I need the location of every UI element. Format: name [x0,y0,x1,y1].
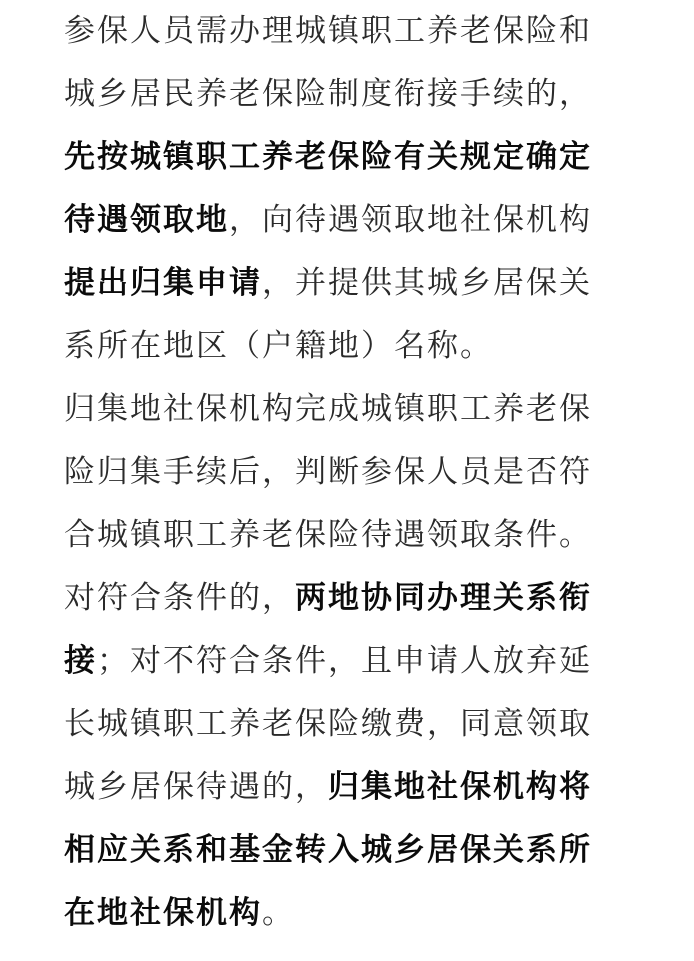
bold-text-segment: 在地社保机构 [64,895,262,931]
text-segment: 。 [262,895,295,931]
text-line [64,756,624,819]
text-segment: 城乡居民养老保险制度衔接手续的， [64,76,592,112]
bold-text-segment: 提出归集申请 [64,265,262,301]
text-line [64,63,624,126]
bold-text-segment: 接 [64,643,97,679]
text-segment: 参保人员需办理城镇职工养老保险和 [64,13,592,49]
text-line [64,504,624,567]
bold-text-segment: 归集地社保机构将 [328,769,592,805]
text-line [64,441,624,504]
text-segment: 城乡居保待遇的， [64,769,328,805]
text-segment: 对符合条件的， [64,580,295,616]
text-line [64,819,624,882]
bold-text-segment: 待遇领取地 [64,202,229,238]
bold-text-segment: 两地协同办理关系衔 [295,580,592,616]
text-segment: ，向待遇领取地社保机构 [229,202,592,238]
text-line [64,378,624,441]
article-body [64,0,624,945]
text-line [64,189,624,252]
text-segment: 归集地社保机构完成城镇职工养老保 [64,391,592,427]
text-line [64,693,624,756]
bold-text-segment: 先按城镇职工养老保险有关规定确定 [64,139,592,175]
text-line [64,126,624,189]
text-line [64,252,624,315]
text-line [64,0,624,63]
text-segment: 系所在地区（户籍地）名称。 [64,328,493,364]
text-line [64,315,624,378]
text-segment: 长城镇职工养老保险缴费，同意领取 [64,706,592,742]
text-line [64,630,624,693]
paragraph-application [64,0,624,378]
paragraph-outcome [64,567,624,945]
text-line [64,567,624,630]
text-segment: 险归集手续后，判断参保人员是否符 [64,454,592,490]
paragraph-review [64,378,624,567]
bold-text-segment: 相应关系和基金转入城乡居保关系所 [64,832,592,868]
text-segment: ；对不符合条件，且申请人放弃延 [97,643,592,679]
text-line [64,882,624,945]
text-segment: ，并提供其城乡居保关 [262,265,592,301]
text-segment: 合城镇职工养老保险待遇领取条件。 [64,517,592,553]
